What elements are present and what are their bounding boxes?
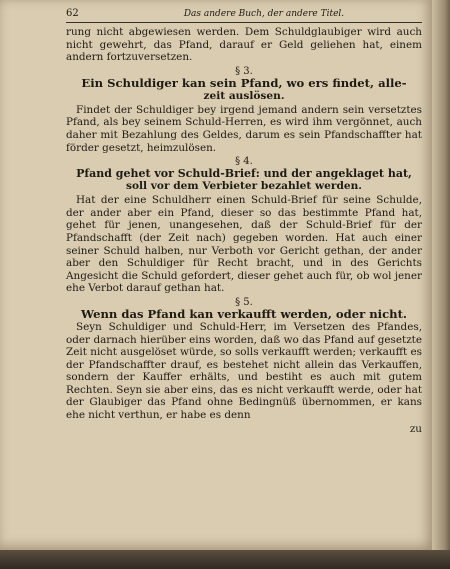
section-number: § 5.: [235, 296, 253, 308]
section-number: § 3.: [235, 65, 253, 77]
section-paragraph: Seyn Schuldiger und Schuld-Herr, im Versetzen des Pfandes, oder darnach hierüber eins worden, daß wo das Pfand auf gesetzte Zeit nicht ausgelöset würde, so solls verkaufft werden; verkaufft es der Pfandschaffter drauf, es bestehet nicht allein das Verkauffen, sondern der Kauffer erhälts, und bestiht es auch mit gutem Rechten. Seyn sie aber eins, das es nicht verkaufft werde, oder hat der Glaubiger das Pfand ohne Bedingnüß übernommen, er kans ehe nicht verthun, er habe es denn: [66, 320, 422, 422]
section-paragraph: Findet der Schuldiger bey irgend jemand andern sein versetztes Pfand, als bey seinem Schuld-Herren, es wird ihm vergönnet, auch daher mit Bezahlung des Geldes, darum es sein Pfandschaffter hat förder gesetzt, heimzulösen.: [66, 103, 422, 154]
page-content: [66, 8, 422, 435]
section-title: Wenn das Pfand kan verkaufft werden, oder nicht.: [81, 306, 407, 321]
section-5: [66, 297, 422, 422]
page-bottom-edge: [0, 550, 450, 569]
catchword: zu: [409, 422, 422, 435]
section-title-continuation: zeit auslösen.: [203, 89, 285, 102]
page-number: 62: [66, 8, 79, 19]
section-paragraph: Hat der eine Schuldherr einen Schuld-Brief für seine Schulde, der ander aber ein Pfand, dieser so das bestimmte Pfand hat, gehet für jenen, unangesehen, daß der Schuld-Brief für der Pfandschafft (der Zeit nach) gegeben worden. Hat auch einer seiner Schuld halben, nur Verboth vor Gericht gethan, der ander aber den Schuldiger für Recht bracht, und in des Gerichts Angesicht die Schuld gefordert, dieser gehet auch für, ob wol jener ehe Verbot darauf gethan hat.: [66, 194, 422, 295]
page-header: [66, 8, 422, 23]
section-title-continuation: soll vor dem Verbieter bezahlet werden.: [125, 180, 362, 193]
section-title: Pfand gehet vor Schuld-Brief: und der angeklaget hat,: [76, 167, 412, 181]
running-title: Das andere Buch, der andere Titel.: [183, 9, 345, 19]
carryover-paragraph: rung nicht abgewiesen werden. Dem Schuldglaubiger wird auch nicht gewehrt, das Pfand, darauf er Geld geliehen hat, einem andern fortzuversetzen.: [66, 26, 422, 64]
section-4: [66, 156, 422, 295]
section-title: Ein Schuldiger kan sein Pfand, wo ers findet, alle-: [81, 75, 407, 90]
section-number: § 4.: [235, 156, 253, 168]
book-spine-shadow: [432, 0, 450, 569]
section-3: [66, 66, 422, 154]
